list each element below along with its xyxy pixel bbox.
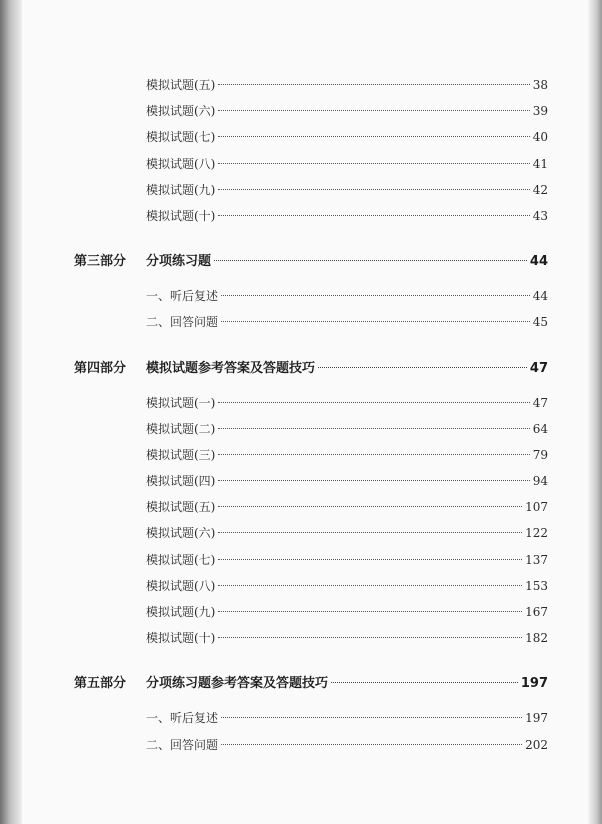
entry-title: 一、听后复述 xyxy=(146,711,219,726)
entry-title: 二、回答问题 xyxy=(146,737,219,752)
toc-entry[interactable] xyxy=(74,72,548,98)
dot-leader xyxy=(218,637,522,638)
dot-leader xyxy=(218,215,529,216)
entry-title: 模拟试题(六) xyxy=(146,526,216,541)
entry-page-number: 107 xyxy=(525,500,548,515)
section-spacer xyxy=(74,229,548,249)
toc-entry[interactable] xyxy=(74,442,548,468)
dot-leader xyxy=(218,84,529,85)
part-title: 分项练习题 xyxy=(146,254,212,270)
entry-page-number: 39 xyxy=(532,104,548,119)
part-page-number: 47 xyxy=(529,360,548,376)
entry-title: 模拟试题(十) xyxy=(146,208,216,223)
part-label: 第四部分 xyxy=(74,360,127,376)
toc-entry[interactable] xyxy=(74,625,548,651)
entry-title: 模拟试题(六) xyxy=(146,104,216,119)
toc-entry[interactable] xyxy=(74,177,548,203)
part-page-number: 44 xyxy=(529,254,548,270)
toc-part-heading[interactable] xyxy=(74,249,548,275)
entry-title: 模拟试题(九) xyxy=(146,182,216,197)
dot-leader xyxy=(218,585,522,586)
toc-entry[interactable] xyxy=(74,599,548,625)
toc-entry[interactable] xyxy=(74,309,548,335)
entry-title: 模拟试题(七) xyxy=(146,130,216,145)
entry-title: 模拟试题(四) xyxy=(146,474,216,489)
entry-title: 模拟试题(七) xyxy=(146,552,216,567)
toc-entry[interactable] xyxy=(74,468,548,494)
table-of-contents xyxy=(74,72,548,758)
page-edge-shadow-right xyxy=(588,0,602,824)
entry-title: 模拟试题(五) xyxy=(146,78,216,92)
toc-entry[interactable] xyxy=(74,390,548,416)
entry-page-number: 41 xyxy=(532,156,548,171)
entry-page-number: 153 xyxy=(525,578,548,593)
part-title: 分项练习题参考答案及答题技巧 xyxy=(146,676,329,692)
entry-page-number: 182 xyxy=(525,631,548,646)
entry-title: 模拟试题(五) xyxy=(146,500,216,515)
toc-entry[interactable] xyxy=(74,203,548,229)
entry-page-number: 79 xyxy=(532,447,548,462)
toc-part-heading[interactable] xyxy=(74,671,548,697)
entry-page-number: 40 xyxy=(532,130,548,145)
section-spacer xyxy=(74,336,548,356)
toc-entry[interactable] xyxy=(74,705,548,731)
entry-page-number: 167 xyxy=(525,605,548,619)
entry-page-number: 122 xyxy=(525,526,548,541)
entry-title: 一、听后复述 xyxy=(146,289,219,304)
entry-page-number: 94 xyxy=(532,474,548,489)
dot-leader xyxy=(221,295,530,296)
dot-leader xyxy=(218,110,529,111)
entry-title: 模拟试题(三) xyxy=(146,447,216,462)
section-spacer xyxy=(74,382,548,390)
dot-leader xyxy=(218,402,529,403)
entry-page-number: 137 xyxy=(525,552,548,567)
toc-part-heading[interactable] xyxy=(74,356,548,382)
dot-leader xyxy=(331,682,518,683)
dot-leader xyxy=(221,321,530,322)
toc-entry[interactable] xyxy=(74,98,548,124)
toc-entry[interactable] xyxy=(74,124,548,150)
toc-entry[interactable] xyxy=(74,547,548,573)
toc-entry[interactable] xyxy=(74,520,548,546)
entry-title: 模拟试题(十) xyxy=(146,631,216,646)
part-label: 第三部分 xyxy=(74,254,127,270)
entry-page-number: 44 xyxy=(532,289,548,304)
dot-leader xyxy=(221,744,522,745)
entry-page-number: 64 xyxy=(532,421,548,436)
dot-leader xyxy=(218,428,529,429)
dot-leader xyxy=(218,480,529,481)
dot-leader xyxy=(218,454,529,455)
section-spacer xyxy=(74,697,548,705)
part-page-number: 197 xyxy=(520,676,548,692)
toc-entry[interactable] xyxy=(74,494,548,520)
entry-title: 模拟试题(二) xyxy=(146,421,216,436)
entry-title: 二、回答问题 xyxy=(146,315,219,330)
dot-leader xyxy=(218,532,522,533)
entry-page-number: 197 xyxy=(525,711,548,726)
section-spacer xyxy=(74,275,548,283)
entry-page-number: 42 xyxy=(532,182,548,197)
entry-page-number: 202 xyxy=(525,737,548,752)
entry-page-number: 47 xyxy=(532,395,548,410)
dot-leader xyxy=(218,559,522,560)
entry-title: 模拟试题(一) xyxy=(146,395,216,410)
dot-leader xyxy=(221,717,522,718)
part-label: 第五部分 xyxy=(74,676,127,692)
toc-entry[interactable] xyxy=(74,151,548,177)
dot-leader xyxy=(318,367,527,368)
toc-entry[interactable] xyxy=(74,283,548,309)
dot-leader xyxy=(218,611,522,612)
entry-page-number: 38 xyxy=(532,78,548,92)
section-spacer xyxy=(74,651,548,671)
entry-page-number: 45 xyxy=(532,315,548,330)
toc-entry[interactable] xyxy=(74,416,548,442)
dot-leader xyxy=(214,260,527,261)
page-edge-shadow-left xyxy=(0,0,22,824)
entry-title: 模拟试题(九) xyxy=(146,605,216,619)
toc-entry[interactable] xyxy=(74,573,548,599)
toc-entry[interactable] xyxy=(74,732,548,758)
entry-title: 模拟试题(八) xyxy=(146,156,216,171)
entry-page-number: 43 xyxy=(532,208,548,223)
book-page xyxy=(22,0,588,824)
entry-title: 模拟试题(八) xyxy=(146,578,216,593)
part-title: 模拟试题参考答案及答题技巧 xyxy=(146,360,316,376)
dot-leader xyxy=(218,163,529,164)
dot-leader xyxy=(218,189,529,190)
dot-leader xyxy=(218,136,529,137)
dot-leader xyxy=(218,506,522,507)
